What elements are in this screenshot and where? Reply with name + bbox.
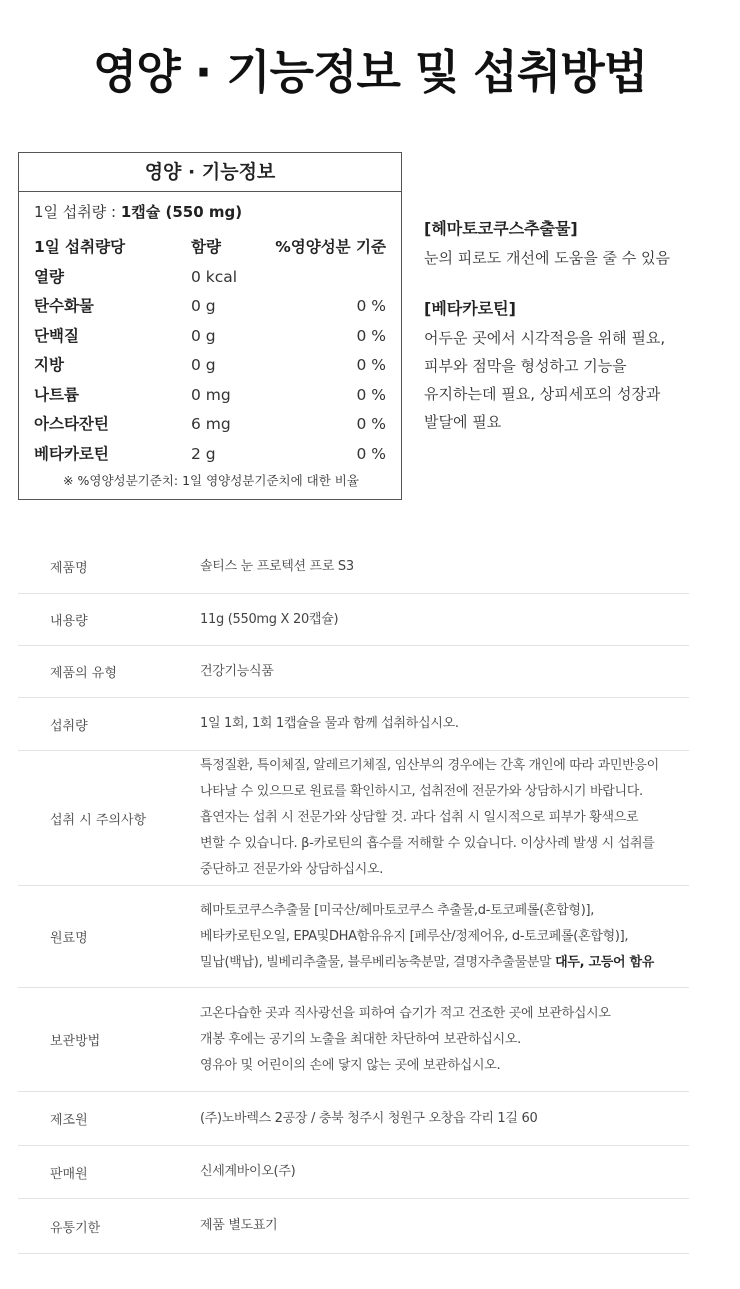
nutrition-row bbox=[34, 322, 386, 352]
info-row bbox=[18, 646, 689, 698]
nutrient-name: 탄수화물 bbox=[34, 297, 94, 315]
nutrient-name: 베타카로틴 bbox=[34, 444, 109, 463]
ingredient-title: [베타카로틴] bbox=[424, 299, 516, 318]
ingredient-description bbox=[424, 324, 724, 436]
nutrition-row bbox=[34, 440, 386, 470]
info-value-text: 변할 수 있습니다. β-카로틴의 흡수를 저해할 수 있습니다. 이상사례 발생 시 섭취를 bbox=[200, 836, 655, 851]
info-value bbox=[200, 988, 685, 1091]
info-value-line bbox=[200, 607, 685, 633]
ingredient-block bbox=[424, 218, 724, 272]
info-row bbox=[18, 1092, 689, 1146]
nutrient-name: 나트륨 bbox=[34, 385, 79, 404]
info-row bbox=[18, 751, 689, 886]
ingredient-description-line: 어두운 곳에서 시각적응을 위해 필요, bbox=[424, 329, 666, 347]
info-value-text: 흡연자는 섭취 시 전문가와 상담할 것. 과다 섭취 시 일시적으로 피부가 황색으로 bbox=[200, 810, 639, 825]
info-value-line bbox=[200, 554, 685, 580]
info-value-line bbox=[200, 1213, 685, 1239]
serving-size-value: 1캡슐 (550 mg) bbox=[120, 203, 243, 221]
nutrient-percent: 0 % bbox=[356, 356, 386, 374]
nutrient-amount: 6 mg bbox=[191, 415, 231, 433]
info-value-text: 베타카로틴오일, EPA및DHA함유유지 [페루산/정제어유, d-토코페롤(혼합형)], bbox=[200, 928, 629, 944]
nutrient-name: 아스타잔틴 bbox=[34, 415, 109, 433]
product-info-table bbox=[18, 540, 689, 1254]
info-value-line bbox=[200, 950, 685, 976]
column-header-per-serving: 1일 섭취량당 bbox=[34, 238, 126, 256]
info-row bbox=[18, 698, 689, 751]
info-value-text: 특정질환, 특이체질, 알레르기체질, 임산부의 경우에는 간혹 개인에 따라 과민반응이 bbox=[200, 758, 659, 773]
info-value-line bbox=[200, 1001, 685, 1027]
serving-size bbox=[34, 201, 242, 222]
info-value-text: 밀납(백납), 빌베리추출물, 블루베리농축분말, 결명자추출물분말 bbox=[200, 954, 556, 970]
nutrient-percent: 0 % bbox=[356, 297, 386, 315]
info-value-text: (주)노바렉스 2공장 / 충북 청주시 청원구 오창읍 각리 1길 60 bbox=[200, 1110, 538, 1126]
nutrition-box-header: 영양 · 기능정보 bbox=[19, 153, 401, 192]
info-label: 섭취량 bbox=[50, 718, 88, 734]
info-row bbox=[18, 988, 689, 1092]
info-value-text: 신세계바이오(주) bbox=[200, 1164, 296, 1179]
info-value bbox=[200, 540, 685, 593]
nutrient-percent: 0 % bbox=[356, 415, 386, 433]
info-value bbox=[200, 1199, 685, 1253]
info-value-line bbox=[200, 1159, 685, 1185]
column-header-amount: 함량 bbox=[191, 238, 221, 256]
info-row bbox=[18, 594, 689, 646]
nutrient-amount: 2 g bbox=[191, 444, 216, 463]
nutrition-row bbox=[34, 292, 386, 322]
ingredient-title: [헤마토코쿠스추출물] bbox=[424, 219, 578, 238]
nutrition-row bbox=[34, 410, 386, 440]
nutrient-amount: 0 g bbox=[191, 326, 216, 345]
info-value-text: 영유아 및 어린이의 손에 닿지 않는 곳에 보관하십시오. bbox=[200, 1057, 501, 1073]
nutrient-name: 열량 bbox=[34, 267, 64, 286]
nutrient-amount: 0 mg bbox=[191, 385, 231, 404]
nutrient-amount: 0 kcal bbox=[191, 267, 238, 286]
nutrient-name: 지방 bbox=[34, 356, 64, 374]
nutrient-name: 단백질 bbox=[34, 326, 79, 345]
info-value-line bbox=[200, 898, 685, 924]
info-value-line bbox=[200, 659, 685, 685]
info-value bbox=[200, 646, 685, 697]
info-row bbox=[18, 886, 689, 988]
info-value bbox=[200, 698, 685, 750]
nutrition-table-header bbox=[34, 233, 386, 263]
nutrition-footnote: ※ %영양성분기준치: 1일 영양성분기준치에 대한 비율 bbox=[63, 473, 359, 488]
info-value bbox=[200, 594, 685, 645]
info-value-text: 헤마토코쿠스추출물 [미국산/헤마토코쿠스 추출물,d-토코페롤(혼합형)], bbox=[200, 902, 595, 918]
nutrient-percent: 0 % bbox=[356, 444, 386, 463]
info-value-line bbox=[200, 753, 685, 779]
info-value bbox=[200, 1146, 685, 1198]
page-title: 영양 · 기능정보 및 섭취방법 bbox=[92, 45, 648, 99]
info-label: 유통기한 bbox=[50, 1220, 101, 1236]
info-label: 원료명 bbox=[50, 931, 88, 946]
info-value-text: 건강기능식품 bbox=[200, 663, 274, 679]
nutrient-amount: 0 g bbox=[191, 356, 216, 374]
info-value-text: 1일 1회, 1회 1캡슐을 물과 함께 섭취하십시오. bbox=[200, 716, 459, 731]
ingredient-description-line: 발달에 필요 bbox=[424, 413, 502, 431]
info-value-line bbox=[200, 805, 685, 831]
ingredient-description-line: 피부와 점막을 형성하고 기능을 bbox=[424, 357, 627, 375]
info-value-line bbox=[200, 779, 685, 805]
info-value-line bbox=[200, 711, 685, 737]
nutrition-row bbox=[34, 381, 386, 411]
info-value-line bbox=[200, 1106, 685, 1132]
nutrient-percent: 0 % bbox=[356, 385, 386, 404]
info-label: 제품명 bbox=[50, 561, 88, 576]
nutrient-percent: 0 % bbox=[356, 326, 386, 345]
ingredient-block bbox=[424, 298, 724, 436]
info-row bbox=[18, 1146, 689, 1199]
info-value-line bbox=[200, 924, 685, 950]
info-value-text: 중단하고 전문가와 상담하십시오. bbox=[200, 862, 384, 877]
info-value-line bbox=[200, 1053, 685, 1079]
info-label: 보관방법 bbox=[50, 1034, 101, 1049]
info-label: 제조원 bbox=[50, 1113, 88, 1128]
info-label: 판매원 bbox=[50, 1166, 88, 1182]
info-value-text: 나타날 수 있으므로 원료를 확인하시고, 섭취전에 전문가와 상담하시기 바랍니다. bbox=[200, 784, 643, 799]
ingredient-description-line: 눈의 피로도 개선에 도움을 줄 수 있음 bbox=[424, 249, 670, 267]
info-value-line bbox=[200, 857, 685, 883]
info-value bbox=[200, 751, 685, 885]
ingredient-description bbox=[424, 244, 724, 272]
info-label: 제품의 유형 bbox=[50, 666, 117, 681]
allergen-notice: 대두, 고등어 함유 bbox=[555, 954, 654, 970]
info-value-text: 고온다습한 곳과 직사광선을 피하여 습기가 적고 건조한 곳에 보관하십시오 bbox=[200, 1005, 611, 1021]
info-label: 내용량 bbox=[50, 614, 88, 629]
serving-size-label: 1일 섭취량 : bbox=[34, 203, 121, 221]
info-value bbox=[200, 886, 685, 987]
info-value-text: 개봉 후에는 공기의 노출을 최대한 차단하여 보관하십시오. bbox=[200, 1031, 522, 1047]
nutrition-row bbox=[34, 263, 386, 293]
info-value-text: 제품 별도표기 bbox=[200, 1218, 278, 1233]
info-row bbox=[18, 540, 689, 594]
info-value-line bbox=[200, 831, 685, 857]
info-value bbox=[200, 1092, 685, 1145]
nutrition-table bbox=[34, 233, 386, 469]
nutrient-amount: 0 g bbox=[191, 297, 216, 315]
column-header-percent: %영양성분 기준 bbox=[275, 238, 386, 256]
info-value-line bbox=[200, 1027, 685, 1053]
nutrition-facts-box bbox=[18, 152, 402, 500]
info-label: 섭취 시 주의사항 bbox=[50, 812, 147, 828]
info-row bbox=[18, 1199, 689, 1254]
info-value-text: 솔티스 눈 프로텍션 프로 S3 bbox=[200, 558, 354, 574]
info-value-text: 11g (550mg X 20캡슐) bbox=[200, 611, 339, 627]
ingredient-description-line: 유지하는데 필요, 상피세포의 성장과 bbox=[424, 385, 661, 403]
nutrition-row bbox=[34, 351, 386, 381]
